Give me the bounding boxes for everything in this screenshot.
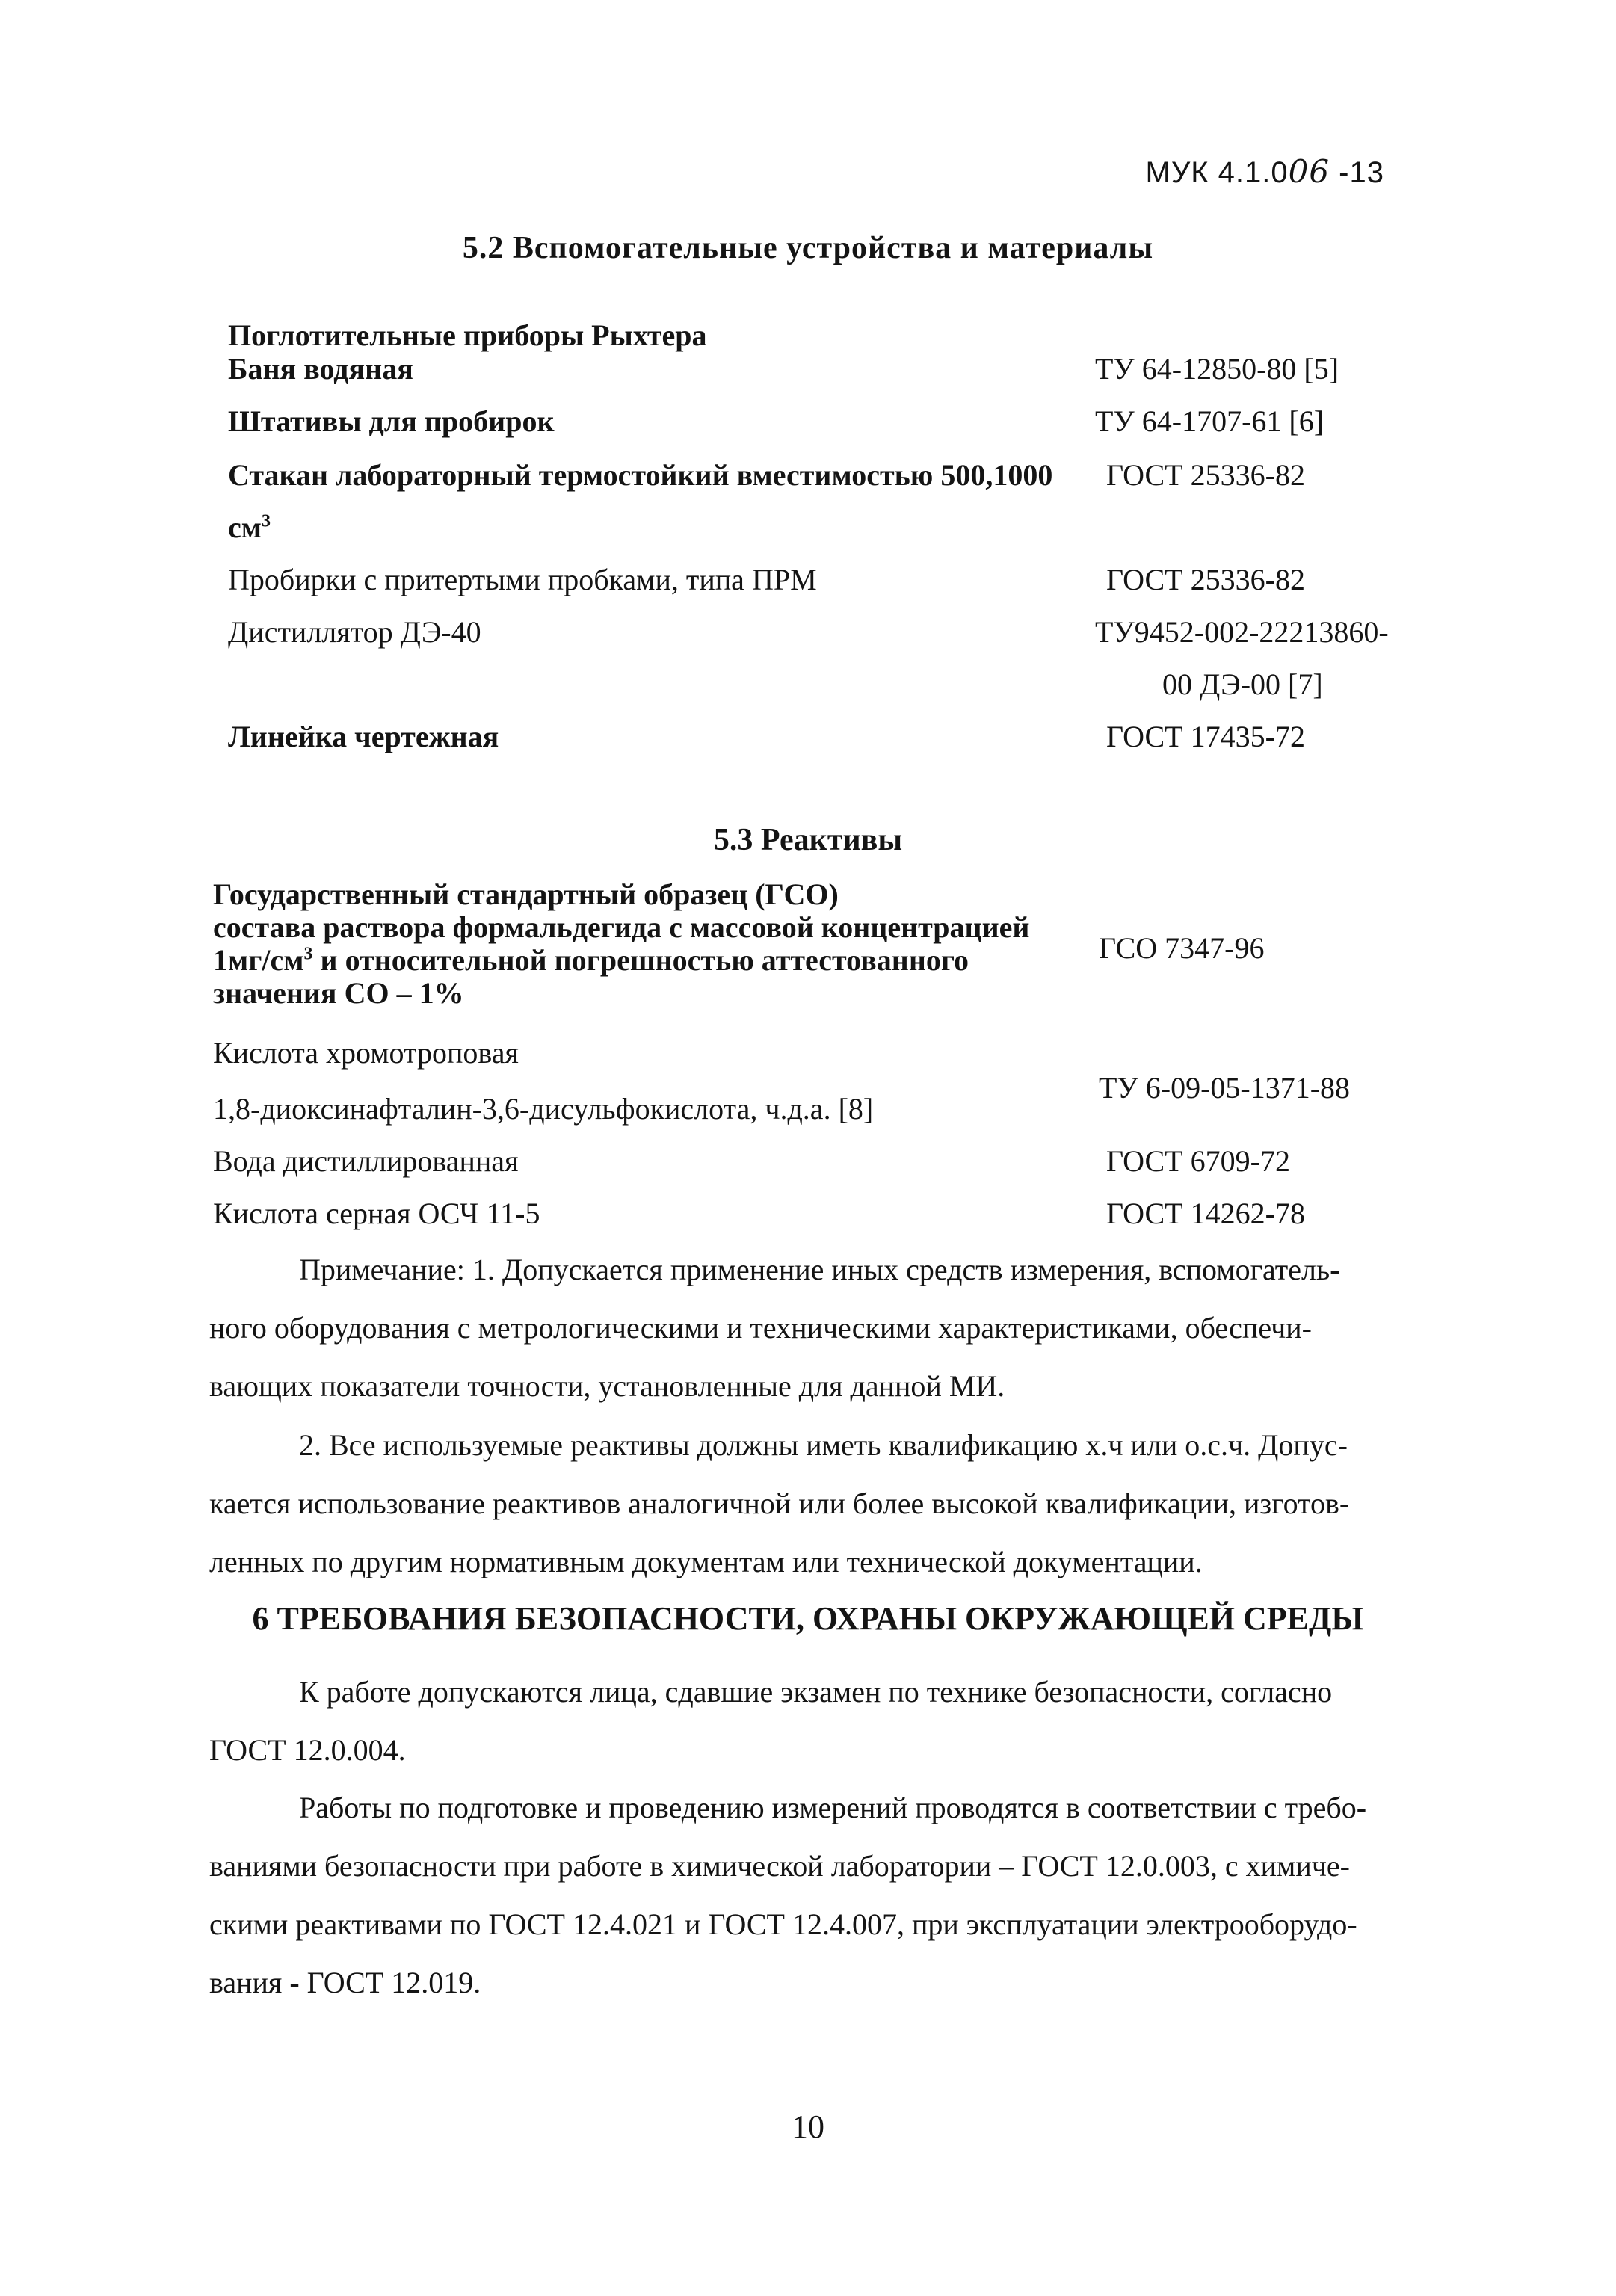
gso-line: значения СО – 1% [213, 976, 464, 1010]
section-6-paragraph-2 [209, 1779, 1401, 2012]
paragraph-line: ваниями безопасности при работе в химической лаборатории – ГОСТ 12.0.003, с химиче- [209, 1849, 1350, 1883]
paragraph-line: скими реактивами по ГОСТ 12.4.021 и ГОСТ 12.4.007, при эксплуатации электрооборудо- [209, 1907, 1357, 1941]
note-line: ленных по другим нормативным документам или технической документации. [209, 1545, 1203, 1578]
equipment-item-name: Дистиллятор ДЭ-40 [228, 615, 481, 649]
paragraph-line: Работы по подготовке и проведению измерений проводятся в соответствии с требо- [299, 1791, 1367, 1824]
paragraph-line: К работе допускаются лица, сдавшие экзамен по технике безопасности, согласно [299, 1675, 1333, 1709]
reagent-ref: ГОСТ 14262-78 [1106, 1197, 1305, 1230]
equipment-item-ref: ГОСТ 25336-82 [1106, 563, 1305, 596]
gso-description [213, 878, 1110, 1010]
document-code [1146, 153, 1385, 190]
equipment-item-unit [228, 510, 271, 545]
document-code-handwritten: 06 [1288, 153, 1330, 190]
note-1 [209, 1241, 1401, 1416]
gso-line: состава раствора формальдегида с массовой концентрацией [213, 910, 1030, 944]
gso-line-units [213, 944, 1110, 977]
unit-superscript: 3 [262, 511, 271, 531]
note-line: Примечание: 1. Допускается применение иных средств измерения, вспомогатель- [299, 1253, 1340, 1286]
page-number: 10 [792, 2108, 824, 2145]
note-2 [209, 1416, 1401, 1591]
gso-unit-text: 1мг/см [213, 943, 304, 977]
note-line: 2. Все используемые реактивы должны иметь квалификацию х.ч или о.с.ч. Допус- [299, 1428, 1348, 1462]
equipment-item-name: Пробирки с притертыми пробками, типа ПРМ [228, 563, 817, 596]
equipment-item-name: Поглотительные приборы Рыхтера [228, 318, 707, 352]
equipment-item-ref: ГОСТ 17435-72 [1106, 720, 1305, 753]
note-line: ного оборудования с метрологическими и техническими характеристиками, обеспечи- [209, 1311, 1312, 1345]
reagent-ref: ГОСТ 6709-72 [1106, 1144, 1290, 1178]
reagent-name: Кислота хромотроповая [213, 1036, 519, 1070]
section-5-3-title: 5.3 Реактивы [713, 823, 903, 857]
reagent-name: 1,8-диоксинафталин-3,6-дисульфокислота, ч.д.а. [8] [213, 1092, 874, 1126]
paragraph-line: вания - ГОСТ 12.019. [209, 1966, 481, 1999]
paragraph-line: ГОСТ 12.0.004. [209, 1733, 406, 1767]
unit-text: см [228, 510, 262, 544]
equipment-item-name: Баня водяная [228, 352, 413, 386]
equipment-item-ref: 00 ДЭ-00 [7] [1162, 667, 1323, 701]
section-6-title: 6 ТРЕБОВАНИЯ БЕЗОПАСНОСТИ, ОХРАНЫ ОКРУЖАЮЩЕЙ СРЕДЫ [252, 1600, 1364, 1637]
section-6-paragraph-1 [209, 1663, 1401, 1780]
document-code-prefix: МУК 4.1.0 [1145, 156, 1289, 189]
equipment-item-ref: ТУ9452-002-22213860- [1095, 615, 1389, 649]
equipment-item-ref: ГОСТ 25336-82 [1106, 458, 1305, 492]
gso-line: Государственный стандартный образец (ГСО) [213, 877, 839, 911]
note-line: вающих показатели точности, установленные для данной МИ. [209, 1369, 1005, 1403]
gso-unit-superscript: 3 [303, 944, 313, 964]
note-line: кается использование реактивов аналогичной или более высокой квалификации, изготов- [209, 1487, 1350, 1520]
reagent-ref: ГСО 7347-96 [1099, 931, 1265, 965]
reagent-name: Кислота серная ОСЧ 11-5 [213, 1197, 540, 1230]
equipment-item-name: Линейка чертежная [228, 720, 499, 753]
reagent-name: Вода дистиллированная [213, 1144, 519, 1178]
equipment-item-ref: ТУ 64-1707-61 [6] [1095, 404, 1324, 438]
equipment-item-name: Штативы для пробирок [228, 404, 555, 438]
document-code-suffix: -13 [1330, 156, 1384, 189]
equipment-item-ref: ТУ 64-12850-80 [5] [1095, 352, 1339, 386]
section-5-2-title: 5.2 Вспомогательные устройства и материалы [462, 231, 1154, 265]
reagent-ref: ТУ 6-09-05-1371-88 [1099, 1071, 1351, 1105]
equipment-item-name: Стакан лабораторный термостойкий вместимостью 500,1000 [228, 458, 1053, 492]
gso-unit-tail: и относительной погрешностью аттестованного [312, 943, 969, 977]
